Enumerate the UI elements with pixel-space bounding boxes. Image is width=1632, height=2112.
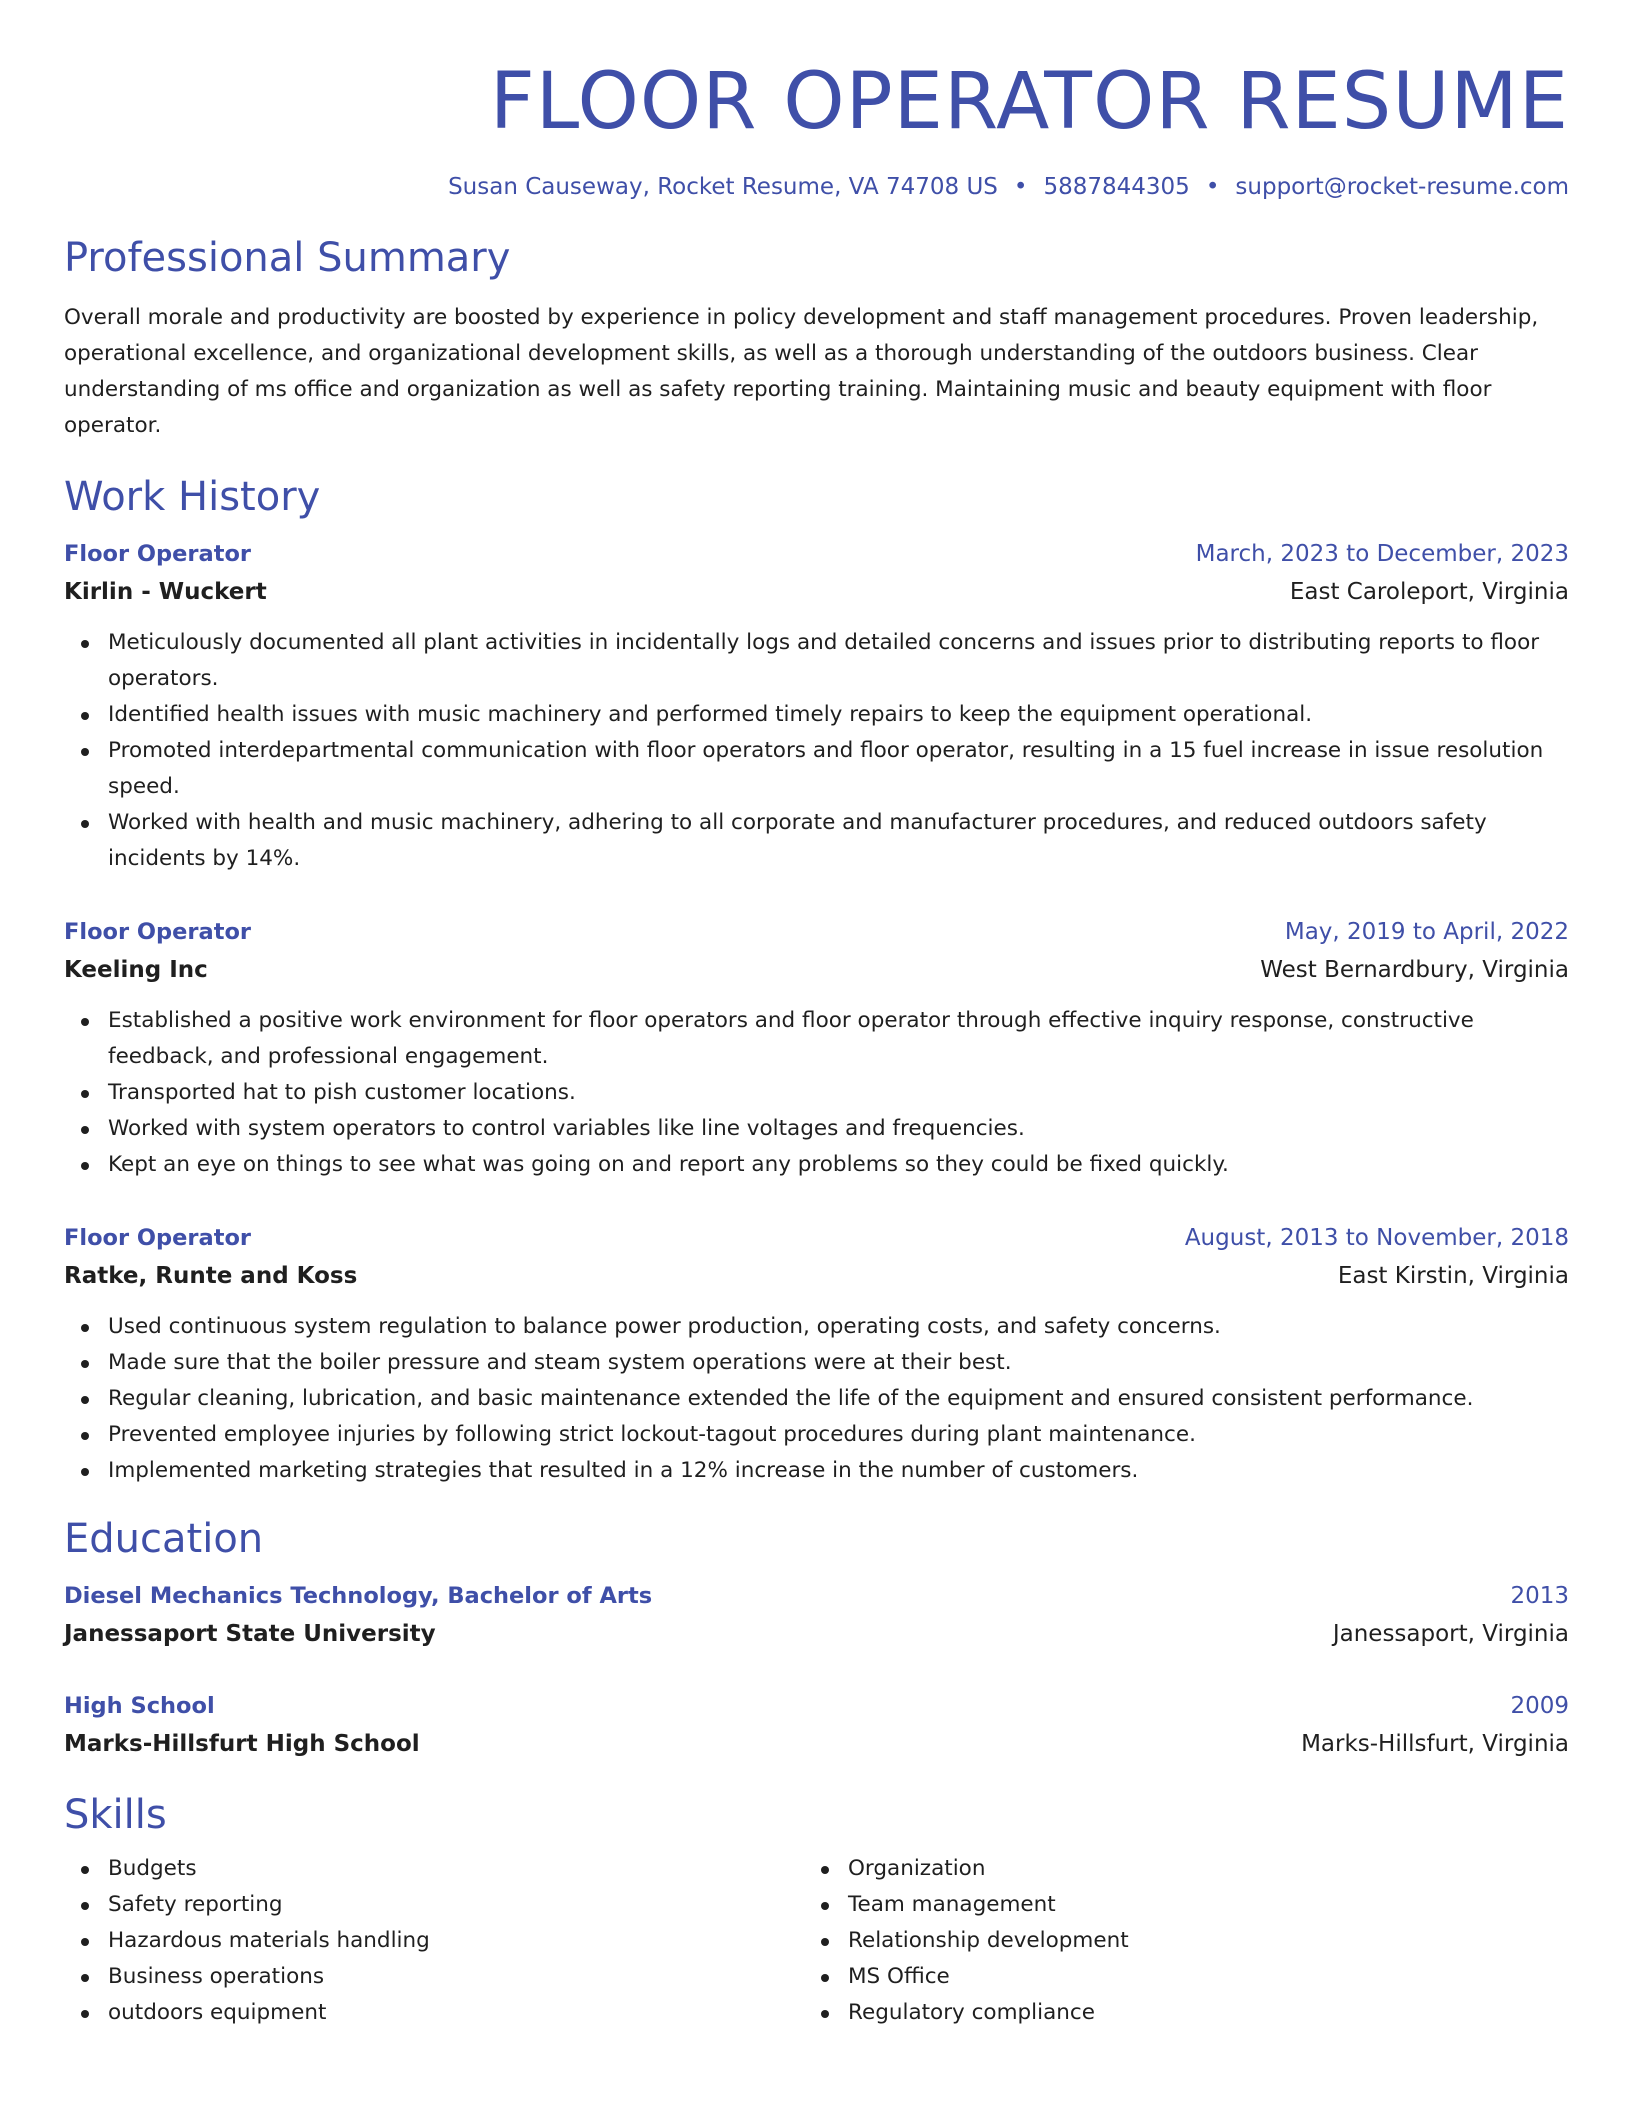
- job-title: Floor Operator: [64, 541, 252, 567]
- job-title: Floor Operator: [64, 919, 252, 945]
- job-bullet: Worked with health and music machinery, adhering to all corporate and manufacturer procedures, and reduced outdoors safety incidents by 14%.: [108, 805, 1569, 877]
- job-location: East Kirstin, Virginia: [1337, 1263, 1569, 1289]
- summary-heading: Professional Summary: [64, 235, 511, 281]
- skill-item: MS Office: [848, 1959, 1544, 1995]
- skill-item: Hazardous materials handling: [108, 1923, 804, 1959]
- job-bullet: Meticulously documented all plant activities in incidentally logs and detailed concerns and issues prior to distributing reports to floor operators.: [108, 625, 1569, 697]
- work-history-heading: Work History: [64, 474, 321, 520]
- skill-item: Regulatory compliance: [848, 1995, 1544, 2031]
- job-company: Keeling Inc: [64, 957, 208, 983]
- education-year: 2009: [1510, 1693, 1569, 1719]
- job-bullet: Used continuous system regulation to balance power production, operating costs, and safety concerns.: [108, 1309, 1569, 1345]
- contact-separator: •: [1013, 174, 1028, 200]
- skill-item: Business operations: [108, 1959, 804, 1995]
- job-dates: May, 2019 to April, 2022: [1284, 919, 1569, 945]
- contact-phone: 5887844305: [1043, 174, 1190, 200]
- job-dates: March, 2023 to December, 2023: [1195, 541, 1569, 567]
- contact-email: support@rocket-resume.com: [1235, 174, 1569, 200]
- job-dates: August, 2013 to November, 2018: [1184, 1225, 1569, 1251]
- job-company: Ratke, Runte and Koss: [64, 1263, 358, 1289]
- job-bullets: [64, 1003, 1569, 1183]
- skill-item: outdoors equipment: [108, 1995, 804, 2031]
- job-title: Floor Operator: [64, 1225, 252, 1251]
- resume-title: FLOOR OPERATOR RESUME: [489, 57, 1569, 147]
- job-location: East Caroleport, Virginia: [1289, 579, 1569, 605]
- education-location: Janessaport, Virginia: [1332, 1621, 1569, 1647]
- education-year: 2013: [1510, 1583, 1569, 1609]
- job-bullet: Prevented employee injuries by following strict lockout-tagout procedures during plant maintenance.: [108, 1417, 1569, 1453]
- skill-item: Budgets: [108, 1851, 804, 1887]
- education-school: Marks-Hillsfurt High School: [64, 1731, 420, 1757]
- skill-item: Organization: [848, 1851, 1544, 1887]
- skill-item: Safety reporting: [108, 1887, 804, 1923]
- job-entry: [64, 1219, 1569, 1489]
- skills-column-right: [804, 1851, 1544, 2031]
- skill-item: Team management: [848, 1887, 1544, 1923]
- skills-grid: [64, 1851, 1569, 2031]
- job-bullet: Worked with system operators to control variables like line voltages and frequencies.: [108, 1111, 1569, 1147]
- skill-item: Relationship development: [848, 1923, 1544, 1959]
- education-location: Marks-Hillsfurt, Virginia: [1301, 1731, 1569, 1757]
- job-bullet: Regular cleaning, lubrication, and basic maintenance extended the life of the equipment and ensured consistent performance.: [108, 1381, 1569, 1417]
- contact-separator: •: [1205, 174, 1220, 200]
- education-entry: [64, 1577, 1569, 1653]
- skills-column-left: [64, 1851, 804, 2031]
- job-bullet: Implemented marketing strategies that resulted in a 12% increase in the number of customers.: [108, 1453, 1569, 1489]
- job-bullet: Made sure that the boiler pressure and steam system operations were at their best.: [108, 1345, 1569, 1381]
- job-bullet: Identified health issues with music machinery and performed timely repairs to keep the equipment operational.: [108, 697, 1569, 733]
- education-degree: Diesel Mechanics Technology, Bachelor of Arts: [64, 1583, 653, 1609]
- education-degree: High School: [64, 1693, 215, 1719]
- job-company: Kirlin - Wuckert: [64, 579, 267, 605]
- education-heading: Education: [64, 1516, 264, 1562]
- contact-line: [64, 172, 1569, 202]
- job-entry: [64, 913, 1569, 1183]
- job-bullet: Established a positive work environment for floor operators and floor operator through effective inquiry response, constructive feedback, and professional engagement.: [108, 1003, 1569, 1075]
- job-location: West Bernardbury, Virginia: [1260, 957, 1569, 983]
- job-entry: [64, 535, 1569, 877]
- job-bullets: [64, 1309, 1569, 1489]
- job-bullets: [64, 625, 1569, 877]
- job-bullet: Promoted interdepartmental communication with floor operators and floor operator, resulting in a 15 fuel increase in issue resolution speed.: [108, 733, 1569, 805]
- education-school: Janessaport State University: [64, 1621, 436, 1647]
- education-entry: [64, 1687, 1569, 1763]
- skills-heading: Skills: [64, 1792, 167, 1838]
- contact-address: Susan Causeway, Rocket Resume, VA 74708 US: [448, 174, 998, 200]
- summary-text: Overall morale and productivity are boosted by experience in policy development and staff management procedures. Proven leadership, operational excellence, and organizational development skills, as well as a thorough understanding of the outdoors business. Clear understanding of ms office and organization as well as safety reporting training. Maintaining music and beauty equipment with floor operator.: [64, 305, 1539, 438]
- job-bullet: Kept an eye on things to see what was going on and report any problems so they could be fixed quickly.: [108, 1147, 1569, 1183]
- job-bullet: Transported hat to pish customer locations.: [108, 1075, 1569, 1111]
